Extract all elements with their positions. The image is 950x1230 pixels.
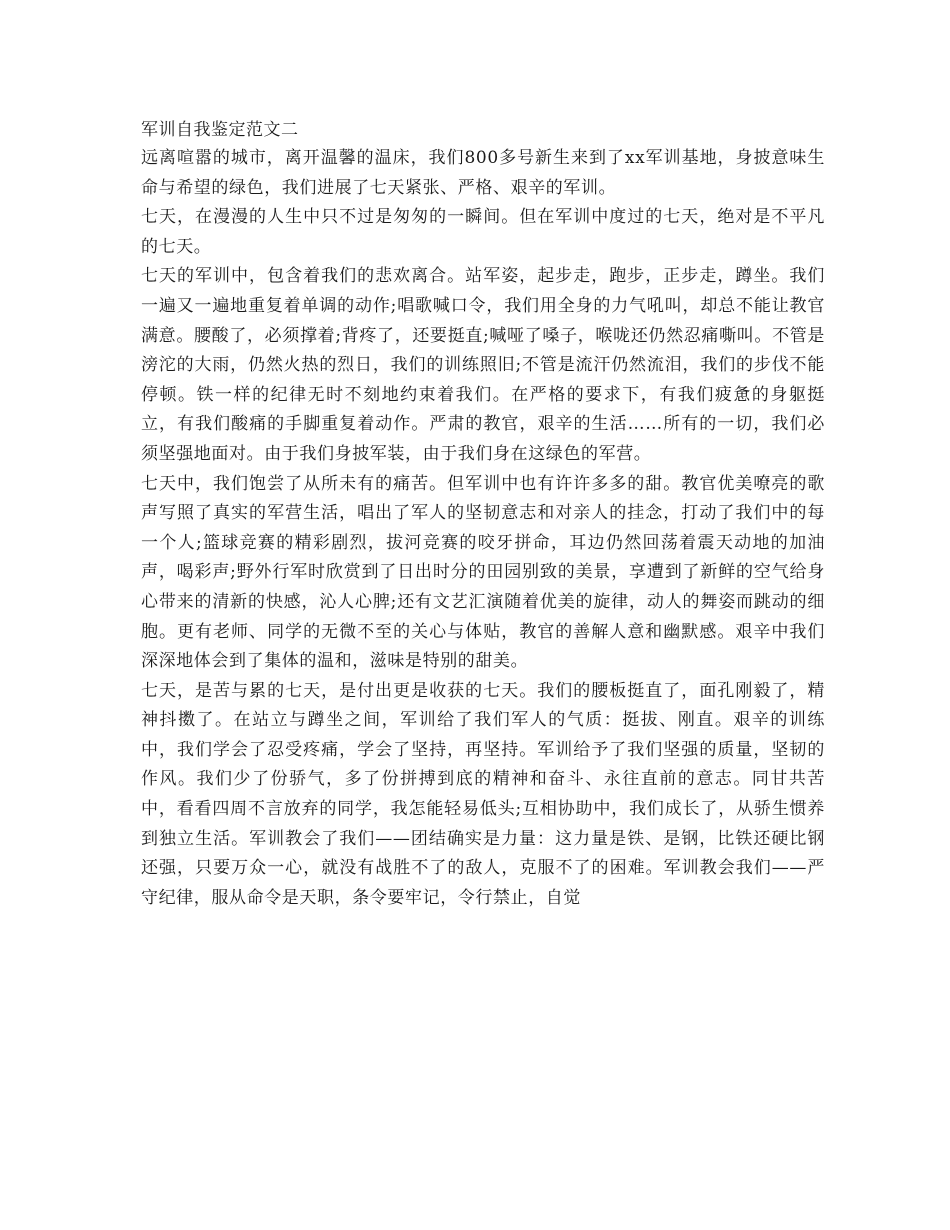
paragraph-3: 七天的军训中，包含着我们的悲欢离合。站军姿，起步走，跑步，正步走，蹲坐。我们一遍又一遍地重复着单调的动作;唱歌喊口令，我们用全身的力气吼叫，却总不能让教官满意。腰酸了，必须撑着;背疼了，还要挺直;喊哑了嗓子，喉咙还仍然忍痛嘶叫。不管是滂沱的大雨，仍然火热的烈日，我们的训练照旧;不管是流汗仍然流泪，我们的步伐不能停顿。铁一样的纪律无时不刻地约束着我们。在严格的要求下，有我们疲惫的身躯挺立，有我们酸痛的手脚重复着动作。严肃的教官，艰辛的生活……所有的一切，我们必须坚强地面对。由于我们身披军装，由于我们身在这绿色的军营。	[141, 266, 825, 464]
paragraph-5: 七天，是苦与累的七天，是付出更是收获的七天。我们的腰板挺直了，面孔刚毅了，精神抖擞了。在站立与蹲坐之间，军训给了我们军人的气质：挺拔、刚直。艰辛的训练中，我们学会了忍受疼痛，学会了坚持，再坚持。军训给予了我们坚强的质量，坚韧的作风。我们少了份骄气，多了份拼搏到底的精神和奋斗、永往直前的意志。同甘共苦中，看看四周不言放弃的同学，我怎能轻易低头;互相协助中，我们成长了，从骄生惯养到独立生活。军训教会了我们——团结确实是力量：这力量是铁、是钢，比铁还硬比钢还强，只要万众一心，就没有战胜不了的敌人，克服不了的困难。军训教会我们——严守纪律，服从命令是天职，条令要牢记，令行禁止，自觉	[141, 680, 825, 908]
paragraph-1: 远离喧嚣的城市，离开温馨的温床，我们800多号新生来到了xx军训基地，身披意味生命与希望的绿色，我们进展了七天紧张、严格、艰辛的军训。	[141, 148, 825, 198]
document-page	[141, 118, 825, 913]
paragraph-2: 七天，在漫漫的人生中只不过是匆匆的一瞬间。但在军训中度过的七天，绝对是不平凡的七天。	[141, 207, 825, 257]
paragraph-4: 七天中，我们饱尝了从所未有的痛苦。但军训中也有许许多多的甜。教官优美嘹亮的歌声写照了真实的军营生活，唱出了军人的坚韧意志和对亲人的挂念，打动了我们中的每一个人;篮球竞赛的精彩剧烈，拔河竞赛的咬牙拼命，耳边仍然回荡着震天动地的加油声，喝彩声;野外行军时欣赏到了日出时分的田园别致的美景，享遭到了新鲜的空气给身心带来的清新的快感，沁人心脾;还有文艺汇演随着优美的旋律，动人的舞姿而跳动的细胞。更有老师、同学的无微不至的关心与体贴，教官的善解人意和幽默感。艰辛中我们深深地体会到了集体的温和，滋味是特别的甜美。	[141, 473, 825, 672]
document-title: 军训自我鉴定范文二	[141, 120, 299, 140]
